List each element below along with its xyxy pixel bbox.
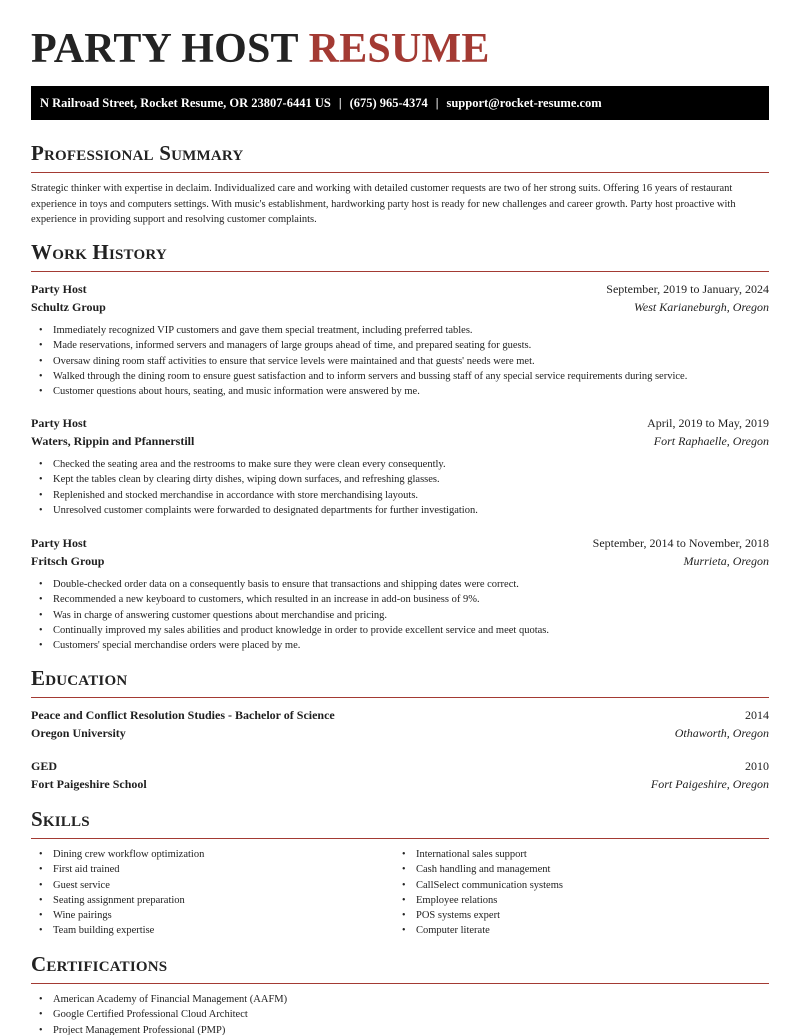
list-item: • Unresolved customer complaints were forwarded to designated departments for further investigation. bbox=[31, 503, 769, 518]
certifications-list bbox=[31, 992, 769, 1035]
contact-phone[interactable]: (675) 965-4374 bbox=[349, 96, 428, 110]
list-item: • Computer literate bbox=[394, 923, 769, 938]
section-heading-skills: Skills bbox=[31, 807, 90, 831]
section-divider bbox=[31, 983, 769, 984]
contact-email[interactable]: support@rocket-resume.com bbox=[446, 96, 602, 110]
list-item: • Replenished and stocked merchandise in accordance with store merchandising layouts. bbox=[31, 488, 769, 503]
job-header-row bbox=[31, 415, 769, 431]
section-heading-work: Work History bbox=[31, 240, 167, 264]
job-title: Party Host bbox=[31, 536, 87, 550]
section-divider bbox=[31, 172, 769, 173]
list-item: • Oversaw dining room staff activities to ensure that service levels were maintained and that guests' needs were met. bbox=[31, 354, 769, 369]
job-company-row bbox=[31, 299, 769, 315]
job-location: Fort Raphaelle, Oregon bbox=[653, 434, 769, 448]
skills-list-right bbox=[394, 847, 769, 939]
job-dates: April, 2019 to May, 2019 bbox=[647, 416, 769, 430]
list-item: • International sales support bbox=[394, 847, 769, 862]
list-item: • Project Management Professional (PMP) bbox=[31, 1023, 769, 1035]
education-degree: Peace and Conflict Resolution Studies - Bachelor of Science bbox=[31, 708, 335, 722]
list-item: • First aid trained bbox=[31, 862, 391, 877]
list-item: • POS systems expert bbox=[394, 908, 769, 923]
education-year: 2010 bbox=[745, 759, 769, 773]
job-dates: September, 2019 to January, 2024 bbox=[606, 282, 769, 296]
job-header-row bbox=[31, 281, 769, 297]
list-item: • Wine pairings bbox=[31, 908, 391, 923]
job-duties-list bbox=[31, 323, 769, 399]
list-item: • Was in charge of answering customer questions about merchandise and pricing. bbox=[31, 608, 769, 623]
job-duties-list bbox=[31, 457, 769, 518]
job-company-row bbox=[31, 553, 769, 569]
section-divider bbox=[31, 271, 769, 272]
job-header-row bbox=[31, 535, 769, 551]
list-item: • Google Certified Professional Cloud Architect bbox=[31, 1007, 769, 1022]
list-item: • Continually improved my sales abilities and product knowledge in order to provide excellent service and meet quotas. bbox=[31, 623, 769, 638]
section-heading-education: Education bbox=[31, 666, 128, 690]
list-item: • Checked the seating area and the restrooms to make sure they were clean every consequently. bbox=[31, 457, 769, 472]
education-header-row bbox=[31, 758, 769, 774]
list-item: • Made reservations, informed servers and managers of large groups ahead of time, and prepared seating for guests. bbox=[31, 338, 769, 353]
list-item: • Team building expertise bbox=[31, 923, 391, 938]
list-item: • Customers' special merchandise orders were placed by me. bbox=[31, 638, 769, 653]
contact-address: N Railroad Street, Rocket Resume, OR 23807-6441 US bbox=[40, 96, 331, 110]
job-duties-list bbox=[31, 577, 769, 653]
list-item: • Immediately recognized VIP customers and gave them special treatment, including preferred tables. bbox=[31, 323, 769, 338]
list-item: • Kept the tables clean by clearing dirty dishes, wiping down surfaces, and refreshing glasses. bbox=[31, 472, 769, 487]
skills-list-left bbox=[31, 847, 391, 939]
job-company-row bbox=[31, 433, 769, 449]
contact-separator: | bbox=[338, 96, 342, 110]
list-item: • Double-checked order data on a consequently basis to ensure that transactions and shipping dates were correct. bbox=[31, 577, 769, 592]
section-heading-summary: Professional Summary bbox=[31, 141, 244, 165]
education-location: Othaworth, Oregon bbox=[674, 726, 769, 740]
job-title: Party Host bbox=[31, 282, 87, 296]
list-item: • Seating assignment preparation bbox=[31, 893, 391, 908]
section-divider bbox=[31, 697, 769, 698]
section-heading-certifications: Certifications bbox=[31, 952, 168, 976]
list-item: • CallSelect communication systems bbox=[394, 878, 769, 893]
contact-separator: | bbox=[435, 96, 439, 110]
job-company: Schultz Group bbox=[31, 300, 106, 314]
education-school: Oregon University bbox=[31, 726, 126, 740]
title-accent: RESUME bbox=[308, 26, 490, 72]
list-item: • Recommended a new keyboard to customers, which resulted in an increase in add-on business of 9%. bbox=[31, 592, 769, 607]
summary-text: Strategic thinker with expertise in declaim. Individualized care and working with detailed customer requests are two of her strong suits. Offering 16 years of restaurant experience in toys and computers settings. With music's establishment, hardworking party host is ready for new challenges and career growth. Party host proactive with experience in providing support and resolving customer complaints. bbox=[31, 183, 736, 225]
education-degree: GED bbox=[31, 759, 58, 773]
job-title: Party Host bbox=[31, 416, 87, 430]
list-item: • Dining crew workflow optimization bbox=[31, 847, 391, 862]
education-school-row bbox=[31, 776, 769, 792]
job-dates: September, 2014 to November, 2018 bbox=[592, 536, 769, 550]
page-title bbox=[31, 28, 490, 70]
education-school: Fort Paigeshire School bbox=[31, 777, 147, 791]
job-location: West Karianeburgh, Oregon bbox=[634, 300, 769, 314]
list-item: • Guest service bbox=[31, 878, 391, 893]
job-company: Waters, Rippin and Pfannerstill bbox=[31, 434, 195, 448]
education-school-row bbox=[31, 725, 769, 741]
section-divider bbox=[31, 838, 769, 839]
education-year: 2014 bbox=[745, 708, 769, 722]
list-item: • American Academy of Financial Management (AAFM) bbox=[31, 992, 769, 1007]
title-main: PARTY HOST bbox=[31, 26, 298, 72]
list-item: • Cash handling and management bbox=[394, 862, 769, 877]
list-item: • Employee relations bbox=[394, 893, 769, 908]
job-location: Murrieta, Oregon bbox=[683, 554, 769, 568]
list-item: • Walked through the dining room to ensure guest satisfaction and to inform servers and bussing staff of any special service requirements during service. bbox=[31, 369, 769, 384]
job-company: Fritsch Group bbox=[31, 554, 105, 568]
education-location: Fort Paigeshire, Oregon bbox=[650, 777, 769, 791]
contact-bar bbox=[31, 86, 769, 120]
list-item: • Customer questions about hours, seating, and music information were answered by me. bbox=[31, 384, 769, 399]
education-header-row bbox=[31, 707, 769, 723]
